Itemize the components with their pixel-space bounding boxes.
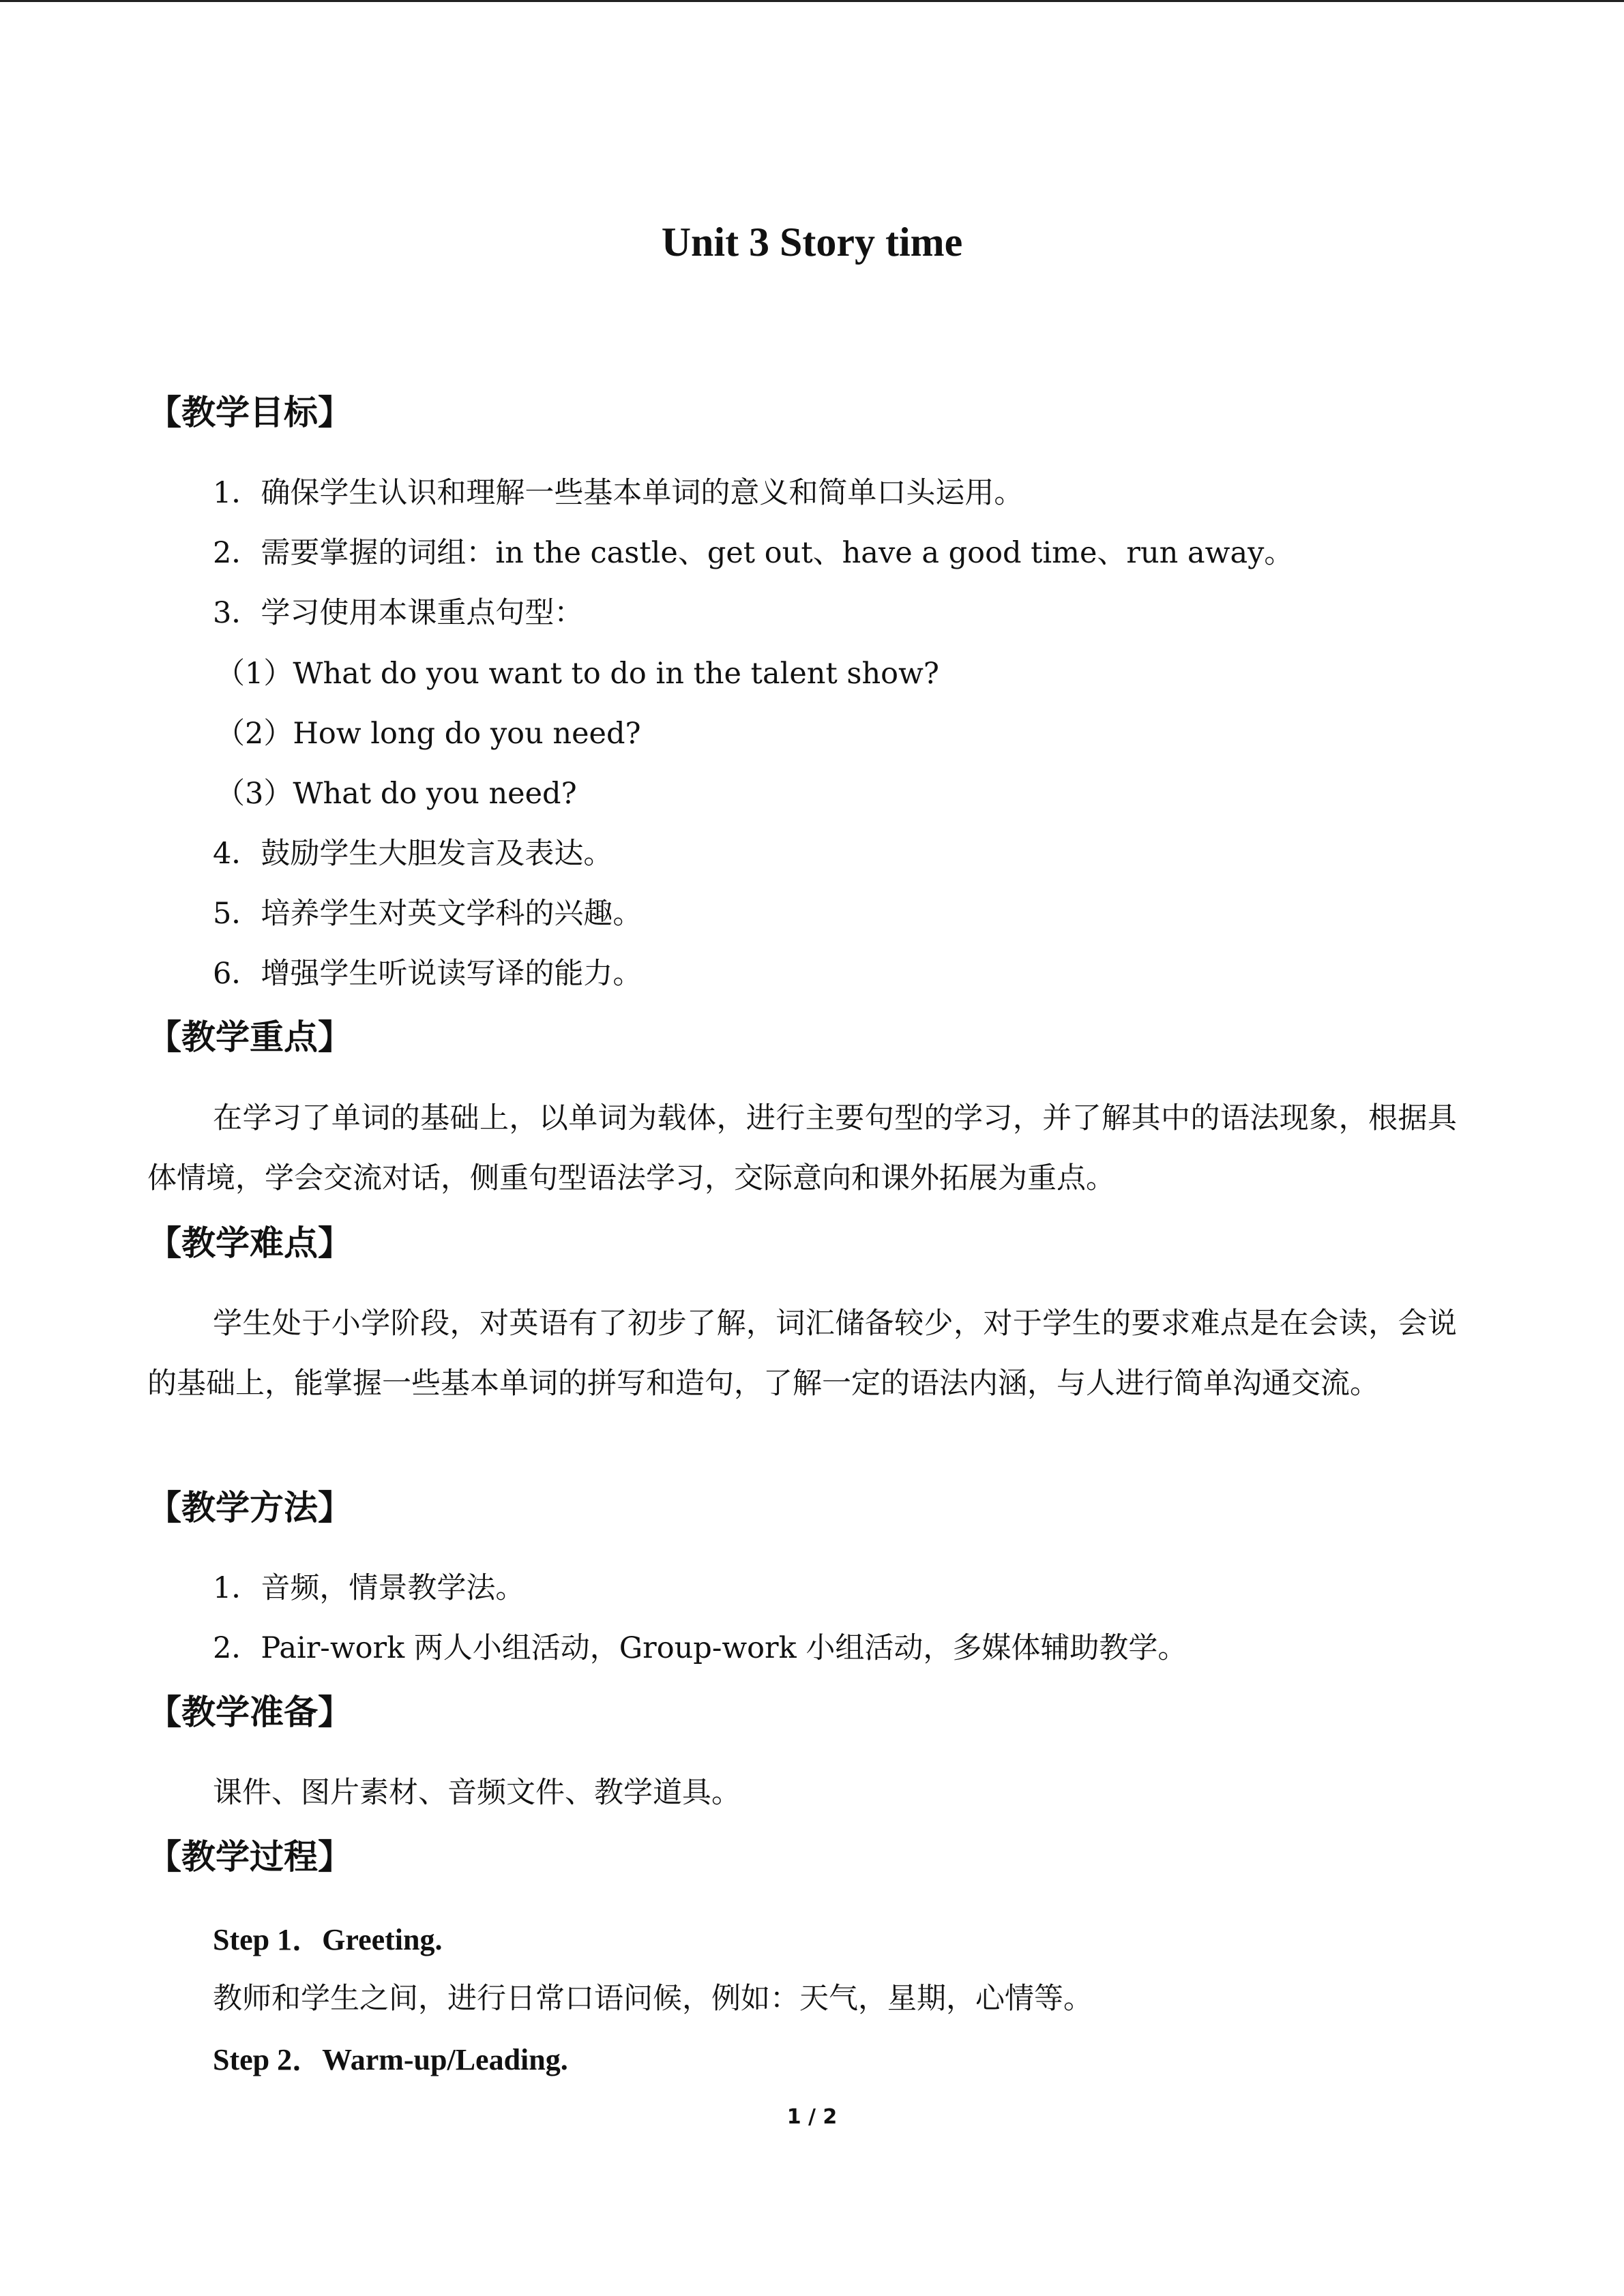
method-item-2: 2．Pair-work 两人小组活动，Group-work 小组活动，多媒体辅助教学。 <box>213 1631 1187 1665</box>
objective-item-6: 6．增强学生听说读写译的能力。 <box>213 957 643 991</box>
heading-difficulties: 【教学难点】 <box>147 1223 352 1263</box>
key-points-paragraph: 在学习了单词的基础上，以单词为载体，进行主要句型的学习，并了解其中的语法现象，根据具体情境，学会交流对话，侧重句型语法学习，交际意向和课外拓展为重点。 <box>147 1101 1457 1195</box>
step-1-text: 教师和学生之间，进行日常口语问候，例如：天气，星期，心情等。 <box>213 1982 1093 2016</box>
step-2-title: Step 2．Warm-up/Leading. <box>213 2043 568 2076</box>
heading-key-points: 【教学重点】 <box>147 1017 352 1057</box>
objective-item-1: 1．确保学生认识和理解一些基本单词的意义和简单口头运用。 <box>213 476 1024 510</box>
preparation-text: 课件、图片素材、音频文件、教学道具。 <box>213 1776 741 1810</box>
objective-item-5: 5．培养学生对英文学科的兴趣。 <box>213 897 643 931</box>
page-number: 1 / 2 <box>786 2105 838 2129</box>
method-item-1: 1．音频，情景教学法。 <box>213 1571 525 1605</box>
step-1-title: Step 1．Greeting. <box>213 1923 443 1956</box>
document-title: Unit 3 Story time <box>661 220 963 265</box>
heading-preparation: 【教学准备】 <box>147 1693 352 1732</box>
objective-subitem-2: （2）How long do you need? <box>216 717 641 751</box>
heading-objectives: 【教学目标】 <box>147 393 352 432</box>
objective-item-2: 2．需要掌握的词组：in the castle、get out、have a good time、run away。 <box>213 536 1294 570</box>
objective-item-3: 3．学习使用本课重点句型： <box>213 596 584 630</box>
heading-process: 【教学过程】 <box>147 1837 352 1877</box>
objective-subitem-1: （1）What do you want to do in the talent show? <box>216 657 939 691</box>
difficulties-paragraph: 学生处于小学阶段，对英语有了初步了解，词汇储备较少，对于学生的要求难点是在会读，会说的基础上，能掌握一些基本单词的拼写和造句，了解一定的语法内涵，与人进行简单沟通交流。 <box>147 1307 1457 1401</box>
objective-item-4: 4．鼓励学生大胆发言及表达。 <box>213 837 613 871</box>
objective-subitem-3: （3）What do you need? <box>216 777 577 811</box>
heading-methods: 【教学方法】 <box>147 1488 352 1527</box>
